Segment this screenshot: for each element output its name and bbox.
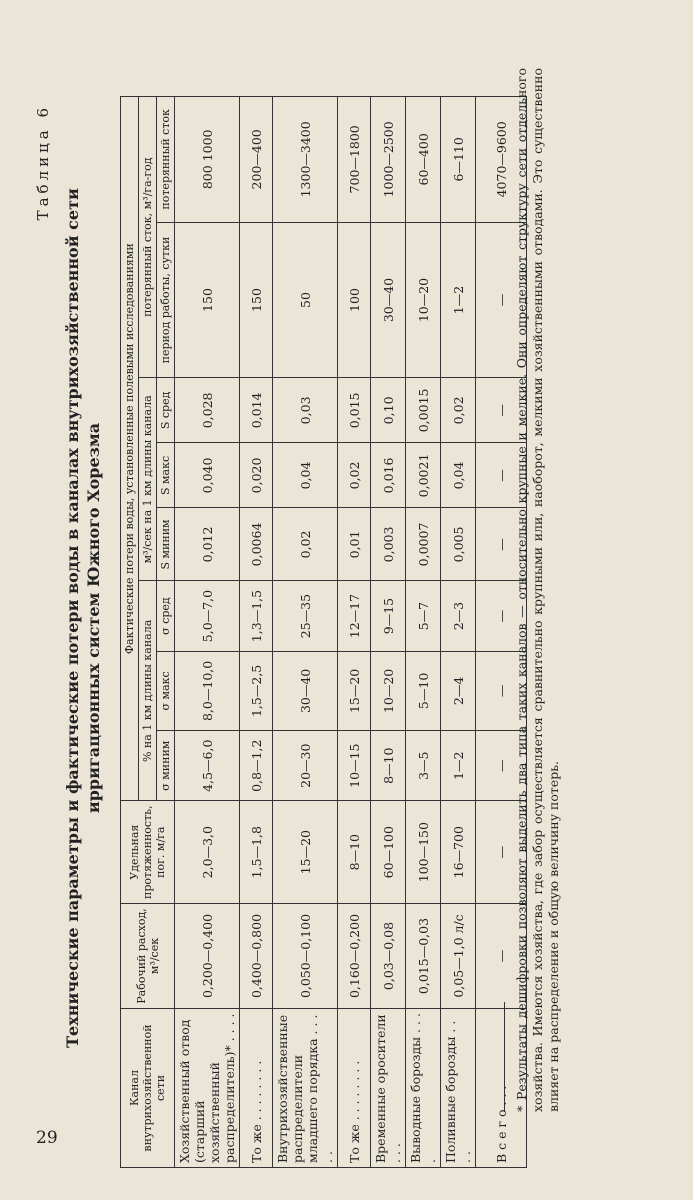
cell-sigma-avg: 5,0—7,0 [175, 581, 240, 651]
rotated-content [28, 68, 648, 1168]
cell-s-avg: 0,02 [441, 378, 476, 443]
cell-total: — [476, 581, 527, 651]
cell-length: 100—150 [406, 801, 441, 904]
cell-sigma-max: 5—10 [406, 651, 441, 730]
cell-total: — [476, 378, 527, 443]
cell-flow: 0,200—0,400 [175, 904, 240, 1009]
cell-flow: 0,400—0,800 [240, 904, 273, 1009]
cell-s-avg: 0,10 [371, 378, 406, 443]
header-s-min: S миним [157, 508, 175, 581]
cell-s-min: 0,02 [273, 508, 338, 581]
cell-sigma-min: 1—2 [441, 731, 476, 801]
cell-sigma-avg: 25—35 [273, 581, 338, 651]
cell-period: 10—20 [406, 222, 441, 378]
cell-sigma-min: 0,8—1,2 [240, 731, 273, 801]
cell-flow: 0,05—1,0 л/с [441, 904, 476, 1009]
cell-canal: Временные оросители . . . [371, 1009, 406, 1168]
cell-sigma-avg: 1,3—1,5 [240, 581, 273, 651]
cell-sigma-min: 3—5 [406, 731, 441, 801]
cell-s-max: 0,04 [273, 443, 338, 508]
header-sigma-avg: σ сред [157, 581, 175, 651]
cell-s-max: 0,020 [240, 443, 273, 508]
cell-total: — [476, 508, 527, 581]
cell-sigma-avg: 5—7 [406, 581, 441, 651]
cell-length: 60—100 [371, 801, 406, 904]
cell-s-avg: 0,015 [338, 378, 371, 443]
header-period: период работы, сутки [157, 222, 175, 378]
footnote: * Результаты дешифровки позволяют выделить два типа таких каналов — относительно крупные и мелкие. Они определяют структуру сети отдельного хозяйства. Имеются хозяйства, где забор осуществляется сравнительно крупными или, наоборот, мелкими хозяйственными отводами. Это существенно влияет на распределение и общую величину потерь. [514, 68, 561, 1112]
cell-sigma-max: 10—20 [371, 651, 406, 730]
cell-total: — [476, 801, 527, 904]
cell-sigma-max: 15—20 [338, 651, 371, 730]
cell-period: 100 [338, 222, 371, 378]
header-actual-losses: Фактические потери воды, установленные полевыми исследованиями [121, 97, 139, 801]
cell-lost: 1300—3400 [273, 97, 338, 223]
table-row [175, 97, 240, 1168]
cell-sigma-max: 30—40 [273, 651, 338, 730]
cell-flow: 0,160—0,200 [338, 904, 371, 1009]
cell-total: — [476, 904, 527, 1009]
cell-length: 16—700 [441, 801, 476, 904]
cell-sigma-max: 1,5—2,5 [240, 651, 273, 730]
cell-sigma-avg: 2—3 [441, 581, 476, 651]
cell-s-max: 0,016 [371, 443, 406, 508]
header-m3-group: м³/сек на 1 км длины канала [139, 378, 157, 581]
cell-sigma-avg: 12—17 [338, 581, 371, 651]
cell-lost: 800 1000 [175, 97, 240, 223]
header-sigma-max: σ макс [157, 651, 175, 730]
cell-sigma-max: 8,0—10,0 [175, 651, 240, 730]
cell-length: 8—10 [338, 801, 371, 904]
header-length: Удельная протяженность, пог. м/га [121, 801, 175, 904]
cell-length: 15—20 [273, 801, 338, 904]
cell-lost: 60—400 [406, 97, 441, 223]
cell-sigma-min: 20—30 [273, 731, 338, 801]
data-table [120, 96, 527, 1168]
header-s-max: S макс [157, 443, 175, 508]
header-lost-group: потерянный сток, м³/га-год [139, 97, 157, 378]
cell-s-min: 0,012 [175, 508, 240, 581]
cell-canal: Выводные борозды . . . . [406, 1009, 441, 1168]
cell-length: 1,5—1,8 [240, 801, 273, 904]
cell-s-min: 0,01 [338, 508, 371, 581]
cell-lost: 700—1800 [338, 97, 371, 223]
cell-total-label: В с е г о . . . [476, 1009, 527, 1168]
cell-s-min: 0,0064 [240, 508, 273, 581]
cell-period: 150 [240, 222, 273, 378]
header-sigma-min: σ миним [157, 731, 175, 801]
cell-total: — [476, 222, 527, 378]
cell-sigma-avg: 9—15 [371, 581, 406, 651]
cell-length: 2,0—3,0 [175, 801, 240, 904]
cell-period: 50 [273, 222, 338, 378]
cell-sigma-min: 10—15 [338, 731, 371, 801]
cell-s-min: 0,005 [441, 508, 476, 581]
cell-total: — [476, 731, 527, 801]
cell-s-avg: 0,0015 [406, 378, 441, 443]
table-row [240, 97, 273, 1168]
header-flow: Рабочий расход, м³/сек [121, 904, 175, 1009]
cell-canal: Внутрихозяйственные распределители младшего порядка . . . . . [273, 1009, 338, 1168]
cell-s-avg: 0,014 [240, 378, 273, 443]
cell-canal: То же . . . . . . . . [338, 1009, 371, 1168]
table-row [338, 97, 371, 1168]
cell-sigma-max: 2—4 [441, 651, 476, 730]
table-row [406, 97, 441, 1168]
header-s-avg: S сред [157, 378, 175, 443]
header-pct-group: % на 1 км длины канала [139, 581, 157, 801]
cell-s-max: 0,0021 [406, 443, 441, 508]
table-label: Таблица 6 [34, 104, 52, 221]
cell-sigma-min: 8—10 [371, 731, 406, 801]
cell-s-min: 0,0007 [406, 508, 441, 581]
header-canal: Канал внутрихозяйственной сети [121, 1009, 175, 1168]
page-number: 29 [36, 1128, 58, 1148]
cell-s-avg: 0,03 [273, 378, 338, 443]
data-table-wrapper [120, 96, 527, 1168]
cell-s-max: 0,04 [441, 443, 476, 508]
cell-lost: 200—400 [240, 97, 273, 223]
cell-period: 1—2 [441, 222, 476, 378]
cell-sigma-min: 4,5—6,0 [175, 731, 240, 801]
footnote-divider [504, 1002, 505, 1112]
cell-canal: Поливные борозды . . . . [441, 1009, 476, 1168]
cell-s-max: 0,040 [175, 443, 240, 508]
cell-s-avg: 0,028 [175, 378, 240, 443]
cell-total: — [476, 443, 527, 508]
cell-flow: 0,050—0,100 [273, 904, 338, 1009]
cell-lost: 1000—2500 [371, 97, 406, 223]
cell-s-max: 0,02 [338, 443, 371, 508]
cell-flow: 0,03—0,08 [371, 904, 406, 1009]
cell-lost: 6—110 [441, 97, 476, 223]
header-lost: потерянный сток [157, 97, 175, 223]
cell-period: 30—40 [371, 222, 406, 378]
table-row [441, 97, 476, 1168]
cell-canal: То же . . . . . . . . [240, 1009, 273, 1168]
cell-total: — [476, 651, 527, 730]
table-row [273, 97, 338, 1168]
table-row [371, 97, 406, 1168]
cell-flow: 0,015—0,03 [406, 904, 441, 1009]
page-title: Технические параметры и фактические потери воды в каналах внутрихозяйственной сети ирригационных систем Южного Хорезма [63, 188, 103, 1048]
cell-period: 150 [175, 222, 240, 378]
cell-total-lost: 4070—9600 [476, 97, 527, 223]
cell-s-min: 0,003 [371, 508, 406, 581]
cell-canal: Хозяйственный отвод (старший хозяйственный распределитель)* . . . . [175, 1009, 240, 1168]
